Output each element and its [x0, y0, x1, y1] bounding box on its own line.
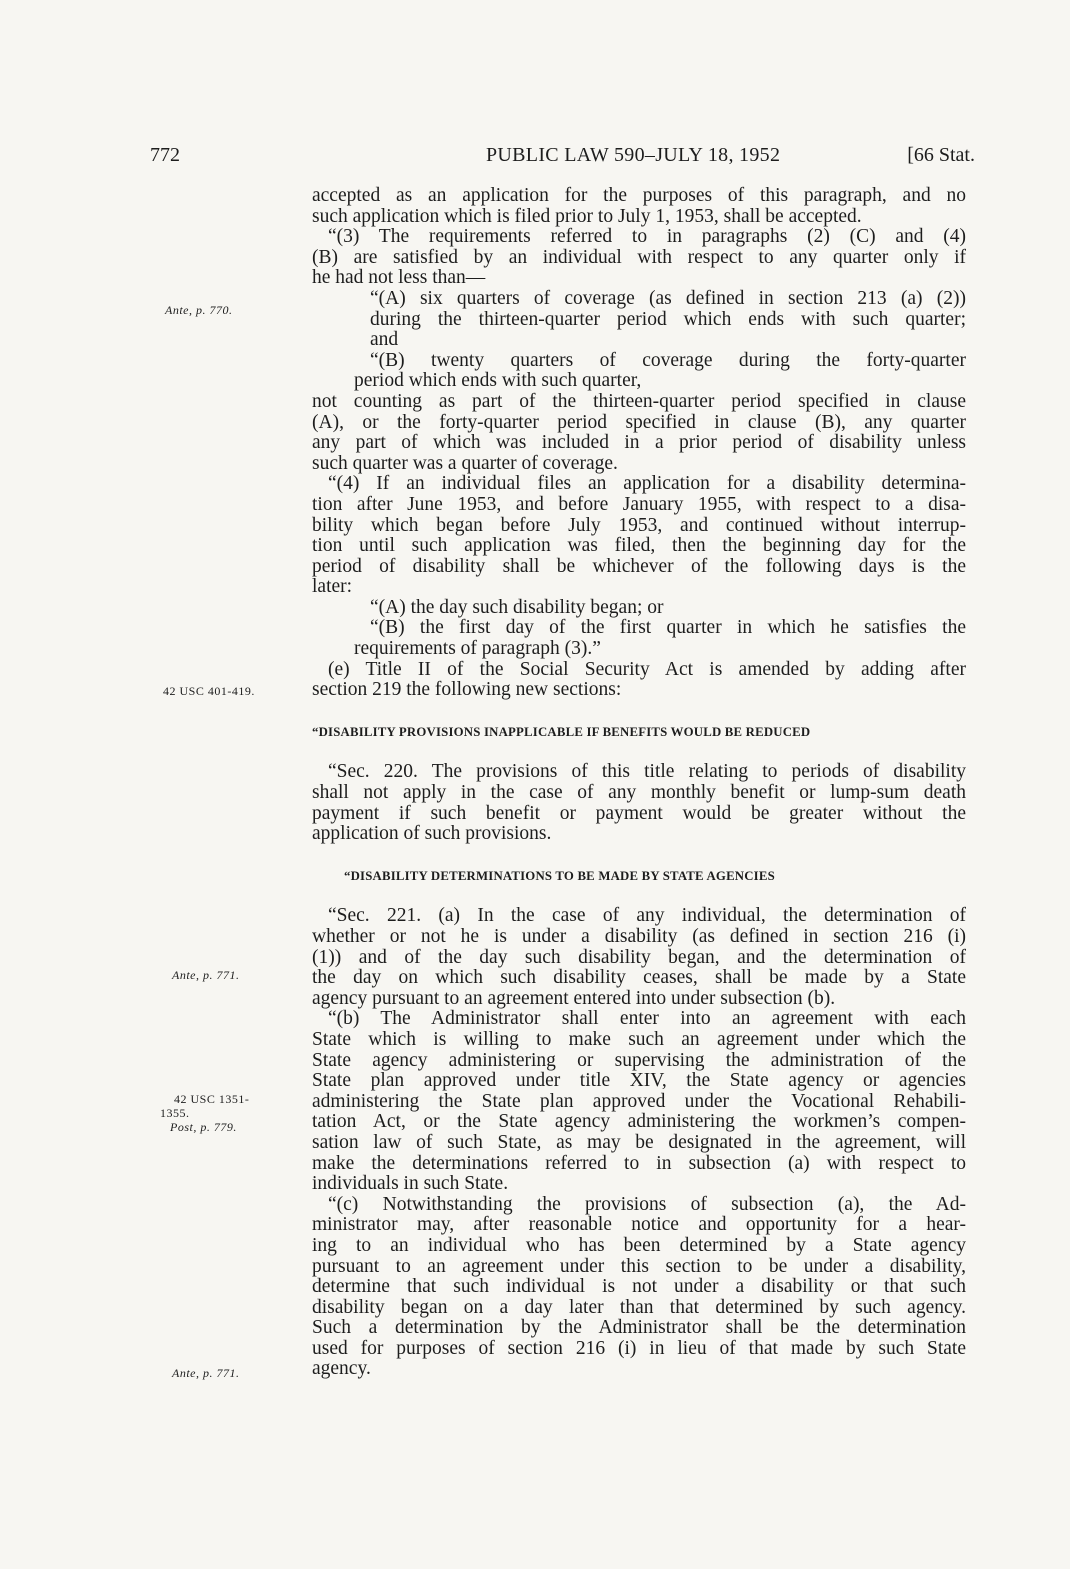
margin-note-ante-771: Ante, p. 771. — [172, 968, 240, 982]
text-line: such quarter was a quarter of coverage. — [312, 452, 618, 474]
text-line: “Sec. 220. The provisions of this title relating to periods of disability — [328, 761, 966, 783]
section-heading-221: “DISABILITY DETERMINATIONS TO BE MADE BY STATE AGENCIES — [344, 868, 775, 883]
text-line: “(3) The requirements referred to in paragraphs (2) (C) and (4) — [328, 226, 966, 248]
text-line: accepted as an application for the purposes of this paragraph, and no — [312, 185, 966, 206]
text-line: administering the State plan approved under the Vocational Rehabili- — [312, 1090, 966, 1112]
text-line: State which is willing to make such an agreement under which the — [312, 1028, 966, 1050]
text-line: agency pursuant to an agreement entered into under subsection (b). — [312, 987, 836, 1009]
margin-note-line: 42 USC 1351- — [174, 1092, 250, 1106]
page-header — [150, 144, 975, 174]
text-line: (B) are satisfied by an individual with respect to any quarter only if — [312, 246, 966, 268]
text-line: section 219 the following new sections: — [312, 679, 622, 701]
text-line: Such a determination by the Administrator shall be the determination — [312, 1317, 966, 1339]
margin-note-ante-771b: Ante, p. 771. — [172, 1366, 240, 1380]
text-line: payment if such benefit or payment would be greater without the — [312, 802, 966, 824]
margin-note-ante-770: Ante, p. 770. — [165, 303, 233, 317]
statute-reference: [66 Stat. — [907, 144, 975, 166]
text-line: disability began on a day later than that determined by such agency. — [312, 1296, 966, 1318]
text-line: “Sec. 221. (a) In the case of any individual, the determination of — [328, 905, 966, 927]
running-title: PUBLIC LAW 590–JULY 18, 1952 — [486, 144, 781, 166]
text-line: ing to an individual who has been determined by a State agency — [312, 1234, 966, 1256]
text-line: (e) Title II of the Social Security Act is amended by adding after — [328, 658, 966, 680]
spacer — [312, 886, 966, 906]
text-line: “(b) The Administrator shall enter into an agreement with each — [328, 1008, 966, 1030]
margin-note-line: 1355. — [160, 1106, 190, 1120]
margin-note-42usc-1351 — [160, 1092, 249, 1134]
text-line: later: — [312, 576, 353, 598]
body-text — [312, 186, 966, 1380]
text-line: period which ends with such quarter, — [354, 370, 642, 392]
text-line: such application which is filed prior to July 1, 1953, shall be accepted. — [312, 205, 862, 227]
text-line: tion after June 1953, and before January 1955, with respect to a disa- — [312, 493, 966, 515]
spacer — [312, 845, 966, 866]
text-line: whether or not he is under a disability (as defined in section 216 (i) — [312, 926, 966, 947]
text-line: “(B) twenty quarters of coverage during the forty-quarter — [370, 349, 966, 371]
spacer — [312, 742, 966, 762]
text-line: the day on which such disability ceases, shall be made by a State — [312, 967, 966, 989]
text-line: “(A) the day such disability began; or — [370, 596, 664, 618]
text-line: tion until such application was filed, then the beginning day for the — [312, 535, 966, 557]
spacer — [312, 701, 966, 722]
text-line: pursuant to an agreement under this section to be under a disability, — [312, 1255, 966, 1277]
text-line: used for purposes of section 216 (i) in lieu of that made by such State — [312, 1337, 966, 1359]
text-line: sation law of such State, as may be designated in the agreement, will — [312, 1131, 966, 1153]
text-line: requirements of paragraph (3).” — [354, 638, 601, 660]
text-line: any part of which was included in a prior period of disability unless — [312, 432, 966, 454]
section-heading-220: “DISABILITY PROVISIONS INAPPLICABLE IF BENEFITS WOULD BE REDUCED — [312, 724, 811, 739]
text-line: determine that such individual is not under a disability or that such — [312, 1276, 966, 1298]
text-line: “(A) six quarters of coverage (as defined in section 213 (a) (2)) — [370, 287, 966, 309]
text-line: “(B) the first day of the first quarter in which he satisfies the — [370, 617, 966, 639]
text-line: “(c) Notwithstanding the provisions of subsection (a), the Ad- — [328, 1193, 966, 1215]
text-line: shall not apply in the case of any monthly benefit or lump-sum death — [312, 782, 966, 804]
text-line: not counting as part of the thirteen-quarter period specified in clause — [312, 390, 966, 412]
text-line: during the thirteen-quarter period which ends with such quarter; — [370, 308, 966, 330]
page-number: 772 — [150, 144, 180, 166]
text-line: (A), or the forty-quarter period specified in clause (B), any quarter — [312, 411, 966, 433]
text-line: State agency administering or supervising the administration of the — [312, 1049, 966, 1071]
text-line: ministrator may, after reasonable notice and opportunity for a hear- — [312, 1214, 966, 1236]
text-line: make the determinations referred to in subsection (a) with respect to — [312, 1152, 966, 1174]
text-line: application of such provisions. — [312, 823, 552, 845]
text-line: “(4) If an individual files an application for a disability determina- — [328, 473, 966, 495]
text-line: agency. — [312, 1358, 371, 1380]
text-line: he had not less than— — [312, 267, 486, 289]
text-line: State plan approved under title XIV, the State agency or agencies — [312, 1070, 966, 1092]
text-line: tation Act, or the State agency administering the workmen’s compen- — [312, 1111, 966, 1133]
margin-note-line: Post, p. 779. — [170, 1120, 237, 1134]
text-line: (1)) and of the day such disability began, and the determination of — [312, 946, 966, 968]
text-line: individuals in such State. — [312, 1173, 509, 1195]
text-line: period of disability shall be whichever of the following days is the — [312, 555, 966, 577]
text-line: and — [370, 329, 399, 351]
margin-note-42usc-401: 42 USC 401-419. — [163, 684, 255, 698]
text-line: bility which began before July 1953, and continued without interrup- — [312, 514, 966, 536]
